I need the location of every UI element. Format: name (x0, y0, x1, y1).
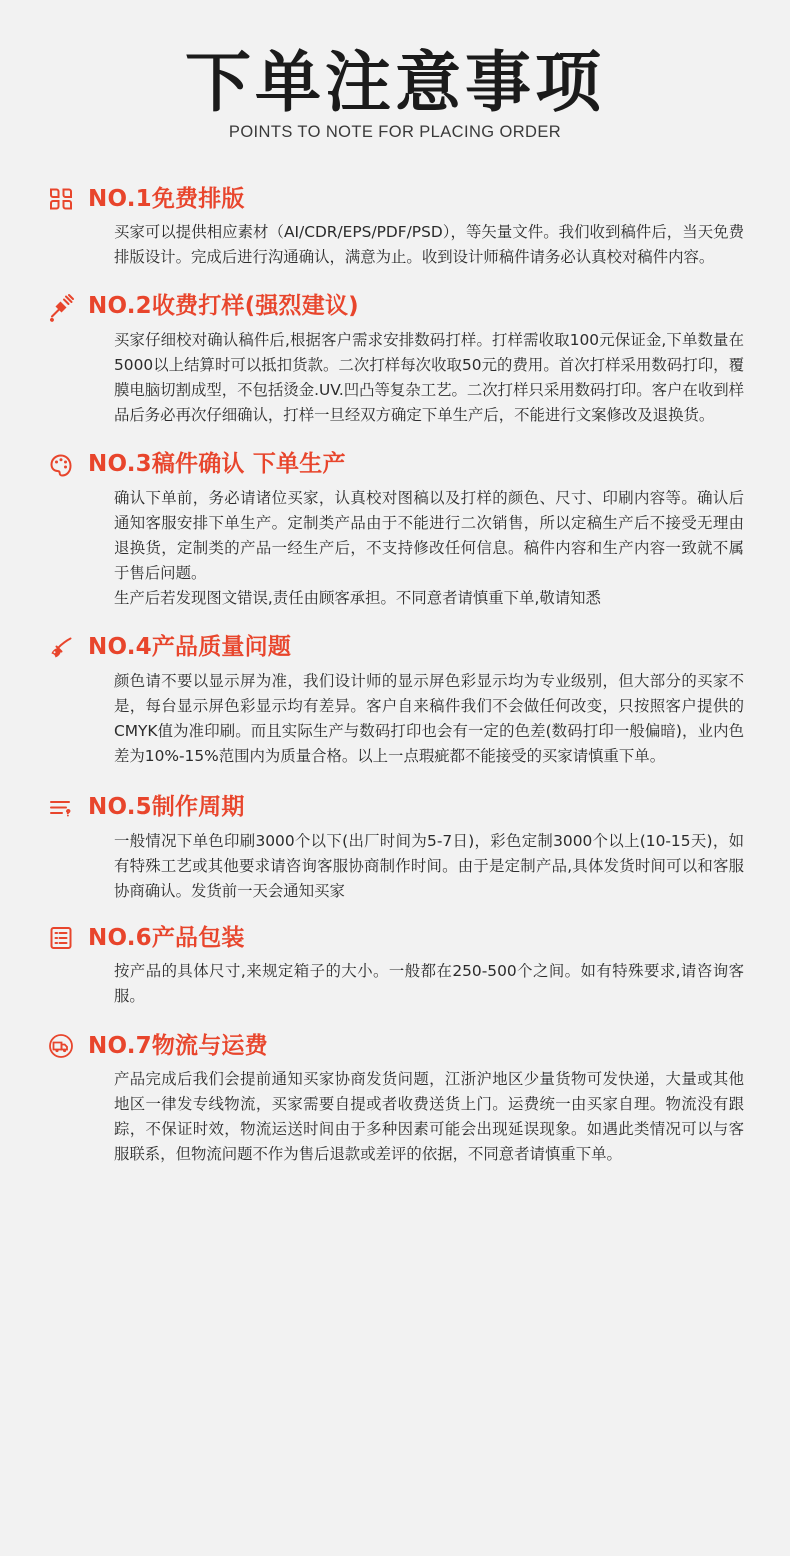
section-title: NO.1免费排版 (88, 185, 245, 212)
section-paragraph: 买家仔细校对确认稿件后,根据客户需求安排数码打样。打样需收取100元保证金,下单数量在5000以上结算时可以抵扣货款。二次打样每次收取50元的费用。首次打样采用数码打印，覆膜电脑切割成型，不包括烫金.UV.凹凸等复杂工艺。二次打样只采用数码打印。客户在收到样品后务必再次仔细确认，打样一旦经双方确定下单生产后，不能进行文案修改及退换货。 (114, 331, 744, 425)
delivery-truck-icon (46, 1031, 76, 1061)
section-item (46, 923, 744, 1009)
section-body (114, 220, 744, 270)
section-header (46, 184, 744, 214)
section-title: NO.2收费打样(强烈建议) (88, 293, 359, 320)
section-header (46, 292, 744, 322)
section-item (46, 633, 744, 769)
section-title: NO.6产品包装 (88, 924, 245, 951)
section-header (46, 923, 744, 953)
section-body (114, 486, 744, 611)
sections-list (0, 184, 790, 1167)
section-item (46, 292, 744, 428)
section-body (114, 328, 744, 428)
schedule-lines-icon (46, 793, 76, 823)
section-item (46, 793, 744, 904)
section-paragraph: 按产品的具体尺寸,来规定箱子的大小。一般都在250-500个之间。如有特殊要求,请咨询客服。 (114, 962, 744, 1006)
section-paragraph: 产品完成后我们会提前通知买家协商发货问题，江浙沪地区少量货物可发快递，大量或其他地区一律发专线物流，买家需要自提或者收费送货上门。运费统一由买家自理。物流没有跟踪，不保证时效，物流运送时间由于多种因素可能会出现延误现象。如遇此类情况可以与客服联系，但物流问题不作为售后退款或差评的依据，不同意者请慎重下单。 (114, 1070, 744, 1164)
page-header (0, 0, 790, 142)
section-paragraph: 颜色请不要以显示屏为准，我们设计师的显示屏色彩显示均为专业级别，但大部分的买家不是，每台显示屏色彩显示均有差异。客户自来稿件我们不会做任何改变，只按照客户提供的CMYK值为准印刷。而且实际生产与数码打印也会有一定的色差(数码打印一般偏暗)，业内色差为10%-15%范围内为质量合格。以上一点瑕疵都不能接受的买家请慎重下单。 (114, 671, 744, 765)
section-paragraph: 确认下单前，务必请诸位买家，认真校对图稿以及打样的颜色、尺寸、印刷内容等。确认后通知客服安排下单生产。定制类产品由于不能进行二次销售，所以定稿生产后不接受无理由退换货，定制类的产品一经生产后，不支持修改任何信息。稿件内容和生产内容一致就不属于售后问题。 (114, 489, 744, 582)
section-body (114, 959, 744, 1009)
paint-brush-icon (46, 633, 76, 663)
page-title: 下单注意事项 (185, 44, 605, 121)
section-item (46, 184, 744, 270)
four-squares-icon (46, 184, 76, 214)
document-list-icon (46, 923, 76, 953)
section-item (46, 1031, 744, 1167)
section-body (114, 1067, 744, 1167)
section-title: NO.3稿件确认 下单生产 (88, 451, 346, 478)
section-header (46, 450, 744, 480)
section-paragraph: 生产后若发现图文错误,责任由顾客承担。不同意者请慎重下单,敬请知悉 (114, 588, 601, 607)
section-item (46, 450, 744, 611)
section-header (46, 1031, 744, 1061)
section-paragraph: 一般情况下单色印刷3000个以下(出厂时间为5-7日)，彩色定制3000个以上(10-15天)，如有特殊工艺或其他要求请咨询客服协商制作时间。由于是定制产品,具体发货时间可以和客服协商确认。发货前一天会通知买家 (114, 831, 744, 900)
section-title: NO.7物流与运费 (88, 1032, 268, 1059)
section-body (114, 669, 744, 769)
palette-icon (46, 450, 76, 480)
section-body (114, 829, 744, 904)
section-title: NO.5制作周期 (88, 793, 245, 820)
section-title: NO.4产品质量问题 (88, 633, 292, 660)
page-subtitle: POINTS TO NOTE FOR PLACING ORDER (228, 123, 562, 142)
section-paragraph: 买家可以提供相应素材（AI/CDR/EPS/PDF/PSD），等矢量文件。我们收到稿件后，当天免费排版设计。完成后进行沟通确认，满意为止。收到设计师稿件请务必认真校对稿件内容。 (114, 223, 744, 267)
section-header (46, 793, 744, 823)
section-header (46, 633, 744, 663)
satellite-icon (46, 292, 76, 322)
